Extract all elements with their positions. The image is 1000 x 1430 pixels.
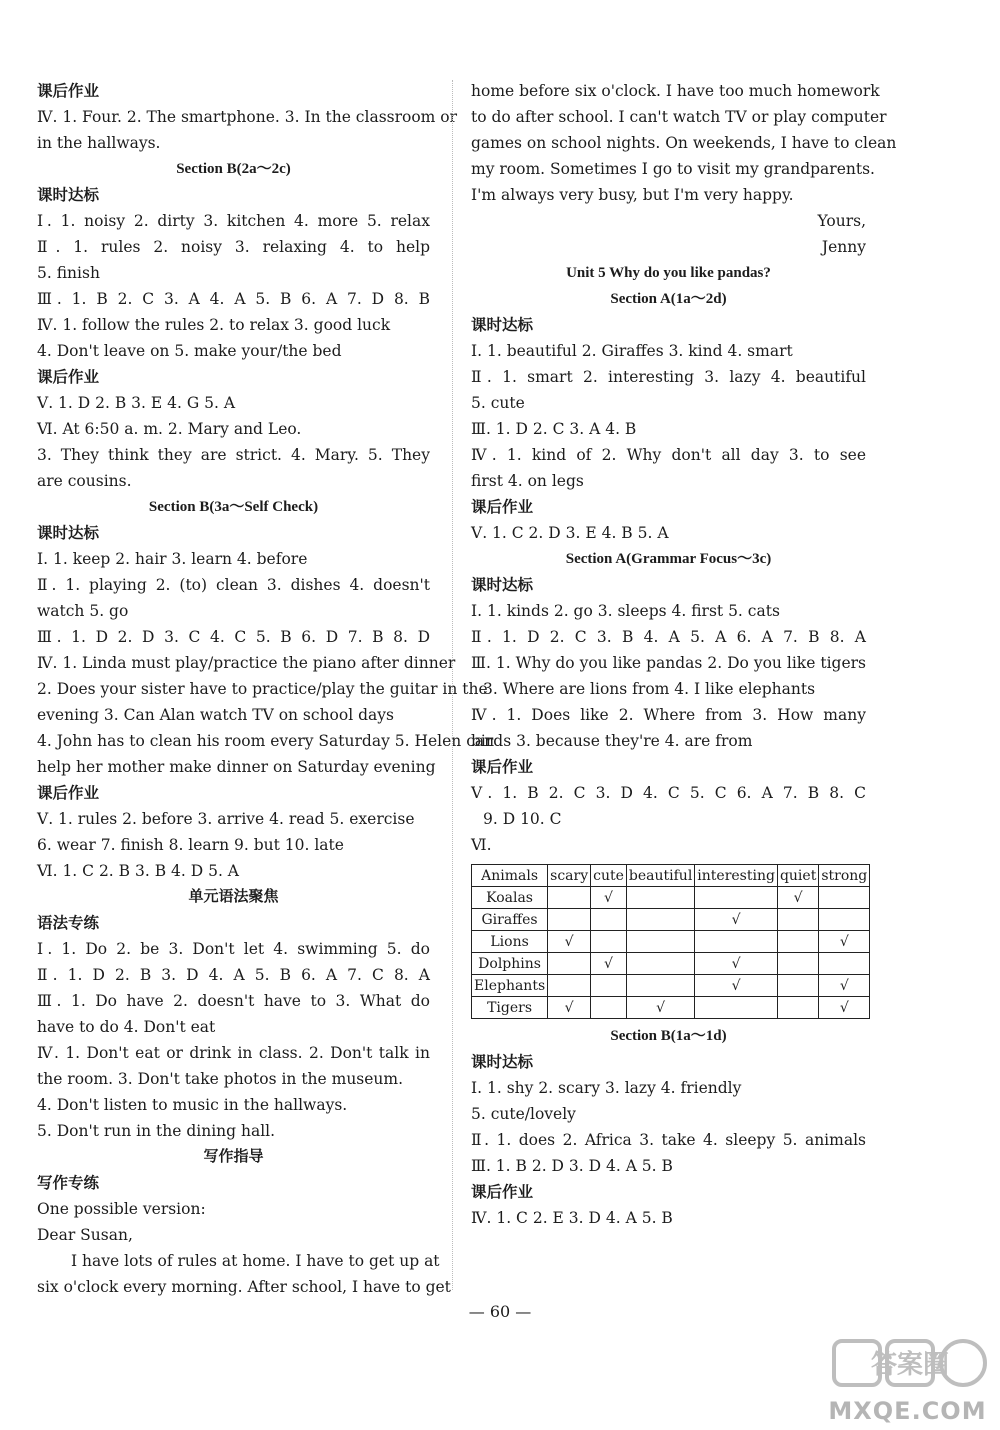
check-cell xyxy=(548,975,591,997)
text-line: 2. Does your sister have to practice/play the guitar in the xyxy=(37,680,488,698)
text-line: 3. Where are lions from 4. I like elephants xyxy=(483,680,816,698)
text-line: games on school nights. On weekends, I have to clean xyxy=(471,134,897,152)
text-line: 5. cute/lovely xyxy=(471,1105,576,1123)
text-line: Ⅵ. At 6:50 a. m. 2. Mary and Leo. xyxy=(37,420,302,438)
text-line: Ⅳ. 1. Does like 2. Where from 3. How many xyxy=(471,706,866,724)
animal-name-cell: Elephants xyxy=(472,975,548,997)
table-body xyxy=(472,887,870,1019)
text-line: 6. wear 7. finish 8. learn 9. but 10. late xyxy=(37,836,344,854)
check-cell xyxy=(695,887,778,909)
page-number: — 60 — xyxy=(468,1302,532,1321)
animal-name-cell: Koalas xyxy=(472,887,548,909)
text-line: have to do 4. Don't eat xyxy=(37,1018,216,1036)
animal-name-cell: Tigers xyxy=(472,997,548,1019)
text-line: 5. Don't run in the dining hall. xyxy=(37,1122,276,1140)
text-line: I'm always very busy, but I'm very happy. xyxy=(471,186,794,204)
text-line: Ⅳ. 1. Four. 2. The smartphone. 3. In the classroom or xyxy=(37,108,458,126)
text-line: Ⅴ. 1. D 2. B 3. E 4. G 5. A xyxy=(37,394,236,412)
left-column xyxy=(37,78,495,1300)
text-line: 4. Don't listen to music in the hallways. xyxy=(37,1096,348,1114)
section-heading: Unit 5 Why do you like pandas? xyxy=(566,265,771,281)
text-line: I have lots of rules at home. I have to get up at xyxy=(71,1252,440,1270)
table-header-cell: beautiful xyxy=(626,865,694,887)
section-heading: Section A(Grammar Focus～3c) xyxy=(565,551,772,567)
check-cell xyxy=(626,887,694,909)
check-cell xyxy=(591,909,627,931)
section-label: 课时达标 xyxy=(471,576,534,594)
text-line: Ⅳ. 1. Don't eat or drink in class. 2. Don't talk in xyxy=(37,1044,430,1062)
check-cell: √ xyxy=(819,975,870,997)
section-label: 课后作业 xyxy=(471,758,534,776)
text-line: Ⅴ. 1. rules 2. before 3. arrive 4. read 5. exercise xyxy=(37,810,415,828)
watermark xyxy=(820,1335,995,1425)
text-line: my room. Sometimes I go to visit my grandparents. xyxy=(471,160,875,178)
text-line: 4. John has to clean his room every Saturday 5. Helen can xyxy=(37,732,495,750)
section-heading: Section B(3a～Self Check) xyxy=(148,499,319,515)
text-line: birds 3. because they're 4. are from xyxy=(471,732,753,750)
text-line: Ⅲ. 1. B 2. D 3. D 4. A 5. B xyxy=(471,1157,673,1175)
check-cell xyxy=(626,931,694,953)
table-header-row xyxy=(472,865,870,887)
text-line: Ⅴ. 1. C 2. D 3. E 4. B 5. A xyxy=(471,524,669,542)
check-cell xyxy=(819,887,870,909)
check-cell: √ xyxy=(695,953,778,975)
text-line: Ⅵ. xyxy=(471,836,492,854)
right-column xyxy=(471,78,897,1231)
section-heading: Section B(2a～2c) xyxy=(176,161,291,177)
table-row xyxy=(472,997,870,1019)
check-cell xyxy=(819,953,870,975)
check-cell: √ xyxy=(548,931,591,953)
text-line: Ⅰ. 1. keep 2. hair 3. learn 4. before xyxy=(37,550,308,568)
section-label: 课后作业 xyxy=(37,784,100,802)
text-line: six o'clock every morning. After school, I have to get xyxy=(37,1278,451,1296)
section-heading: 单元语法聚焦 xyxy=(188,889,279,905)
text-line: to do after school. I can't watch TV or play computer xyxy=(471,108,887,126)
text-line: Ⅲ. 1. Why do you like pandas 2. Do you like tigers xyxy=(471,654,866,672)
text-line: Ⅰ. 1. shy 2. scary 3. lazy 4. friendly xyxy=(471,1079,742,1097)
section-label: 课后作业 xyxy=(37,82,100,100)
text-line: Ⅱ. 1. D 2. B 3. D 4. A 5. B 6. A 7. C 8. A xyxy=(37,966,430,984)
text-line: in the hallways. xyxy=(37,134,161,152)
section-label: 课时达标 xyxy=(471,1053,534,1071)
table-row xyxy=(472,975,870,997)
table-row xyxy=(472,931,870,953)
section-label: 语法专练 xyxy=(37,914,100,932)
table-header-cell: scary xyxy=(548,865,591,887)
check-cell xyxy=(626,909,694,931)
check-cell: √ xyxy=(695,909,778,931)
text-line: help her mother make dinner on Saturday evening xyxy=(37,758,436,776)
text-line: Ⅴ. 1. B 2. C 3. D 4. C 5. C 6. A 7. B 8. C xyxy=(471,784,866,802)
text-line: Ⅱ. 1. playing 2. (to) clean 3. dishes 4. doesn't xyxy=(37,576,430,594)
section-label: 课后作业 xyxy=(471,1183,534,1201)
check-cell: √ xyxy=(548,997,591,1019)
signature-line: Jenny xyxy=(821,238,866,256)
text-line: Ⅲ. 1. D 2. D 3. C 4. C 5. B 6. D 7. B 8. D xyxy=(37,628,430,646)
text-line: Ⅲ. 1. D 2. C 3. A 4. B xyxy=(471,420,637,438)
section-label: 写作专练 xyxy=(37,1174,100,1192)
section-label: 课后作业 xyxy=(37,368,100,386)
watermark-logo-icon xyxy=(830,1335,990,1391)
right-bottom-block xyxy=(471,1023,866,1231)
watermark-logo-text: 答案圈 xyxy=(870,1350,950,1380)
animal-name-cell: Giraffes xyxy=(472,909,548,931)
text-line: Ⅲ. 1. Do have 2. doesn't have to 3. What do xyxy=(37,992,430,1010)
text-line: 3. They think they are strict. 4. Mary. 5. They xyxy=(37,446,430,464)
text-line: 9. D 10. C xyxy=(483,810,562,828)
text-line: Ⅲ. 1. B 2. C 3. A 4. A 5. B 6. A 7. D 8. B xyxy=(37,290,430,308)
text-line: 4. Don't leave on 5. make your/the bed xyxy=(37,342,342,360)
animal-name-cell: Lions xyxy=(472,931,548,953)
table-row xyxy=(472,953,870,975)
section-label: 课时达标 xyxy=(37,524,100,542)
check-cell: √ xyxy=(777,887,818,909)
text-line: Ⅰ. 1. beautiful 2. Giraffes 3. kind 4. smart xyxy=(471,342,793,360)
text-line: Ⅳ. 1. follow the rules 2. to relax 3. good luck xyxy=(37,316,391,334)
text-line: Ⅳ. 1. C 2. E 3. D 4. A 5. B xyxy=(471,1209,673,1227)
column-divider xyxy=(452,80,453,1290)
check-cell xyxy=(695,931,778,953)
table-header-cell: strong xyxy=(819,865,870,887)
right-top-block xyxy=(471,78,897,858)
table-header-cell: quiet xyxy=(777,865,818,887)
text-line: Ⅱ. 1. does 2. Africa 3. take 4. sleepy 5. animals xyxy=(471,1131,866,1149)
text-line: Ⅰ. 1. kinds 2. go 3. sleeps 4. first 5. cats xyxy=(471,602,780,620)
check-cell: √ xyxy=(626,997,694,1019)
check-cell: √ xyxy=(591,953,627,975)
check-cell xyxy=(591,997,627,1019)
text-line: Ⅱ. 1. D 2. C 3. B 4. A 5. A 6. A 7. B 8. A xyxy=(471,628,866,646)
check-cell xyxy=(777,997,818,1019)
text-line: Ⅰ. 1. Do 2. be 3. Don't let 4. swimming 5. do xyxy=(37,940,430,958)
table-header-cell: Animals xyxy=(472,865,548,887)
signature-line: Yours, xyxy=(817,212,866,230)
section-label: 课时达标 xyxy=(471,316,534,334)
text-line: home before six o'clock. I have too much homework xyxy=(471,82,880,100)
check-cell xyxy=(591,975,627,997)
text-line: watch 5. go xyxy=(37,602,129,620)
table-row xyxy=(472,887,870,909)
animals-table xyxy=(471,864,870,1019)
watermark-site: MXQE.COM xyxy=(828,1397,987,1425)
check-cell xyxy=(695,997,778,1019)
check-cell xyxy=(626,953,694,975)
check-cell xyxy=(777,931,818,953)
text-line: One possible version: xyxy=(37,1200,206,1218)
text-line: Ⅵ. 1. C 2. B 3. B 4. D 5. A xyxy=(37,862,239,880)
text-line: Ⅰ. 1. noisy 2. dirty 3. kitchen 4. more 5. relax xyxy=(37,212,430,230)
section-heading: Section B(1a～1d) xyxy=(610,1028,727,1044)
text-line: Dear Susan, xyxy=(37,1226,133,1244)
section-label: 课时达标 xyxy=(37,186,100,204)
check-cell xyxy=(626,975,694,997)
section-heading: Section A(1a～2d) xyxy=(610,291,727,307)
text-line: first 4. on legs xyxy=(471,472,584,490)
text-line: are cousins. xyxy=(37,472,132,490)
text-line: 5. cute xyxy=(471,394,525,412)
check-cell xyxy=(548,953,591,975)
check-cell: √ xyxy=(819,997,870,1019)
text-line: the room. 3. Don't take photos in the museum. xyxy=(37,1070,404,1088)
table-row xyxy=(472,909,870,931)
text-line: evening 3. Can Alan watch TV on school days xyxy=(37,706,394,724)
check-cell xyxy=(777,975,818,997)
check-cell xyxy=(819,909,870,931)
text-line: Ⅳ. 1. kind of 2. Why don't all day 3. to see xyxy=(471,446,866,464)
check-cell: √ xyxy=(591,887,627,909)
text-line: Ⅱ. 1. smart 2. interesting 3. lazy 4. beautiful xyxy=(471,368,866,386)
check-cell xyxy=(548,909,591,931)
check-cell: √ xyxy=(695,975,778,997)
check-cell xyxy=(548,887,591,909)
section-heading: 写作指导 xyxy=(203,1149,264,1165)
section-label: 课后作业 xyxy=(471,498,534,516)
check-cell: √ xyxy=(819,931,870,953)
text-line: 5. finish xyxy=(37,264,100,282)
check-cell xyxy=(591,931,627,953)
check-cell xyxy=(777,909,818,931)
text-line: Ⅳ. 1. Linda must play/practice the piano after dinner xyxy=(37,654,456,672)
table-header-cell: cute xyxy=(591,865,627,887)
check-cell xyxy=(777,953,818,975)
table-header-cell: interesting xyxy=(695,865,778,887)
animal-name-cell: Dolphins xyxy=(472,953,548,975)
text-line: Ⅱ. 1. rules 2. noisy 3. relaxing 4. to help xyxy=(37,238,430,256)
